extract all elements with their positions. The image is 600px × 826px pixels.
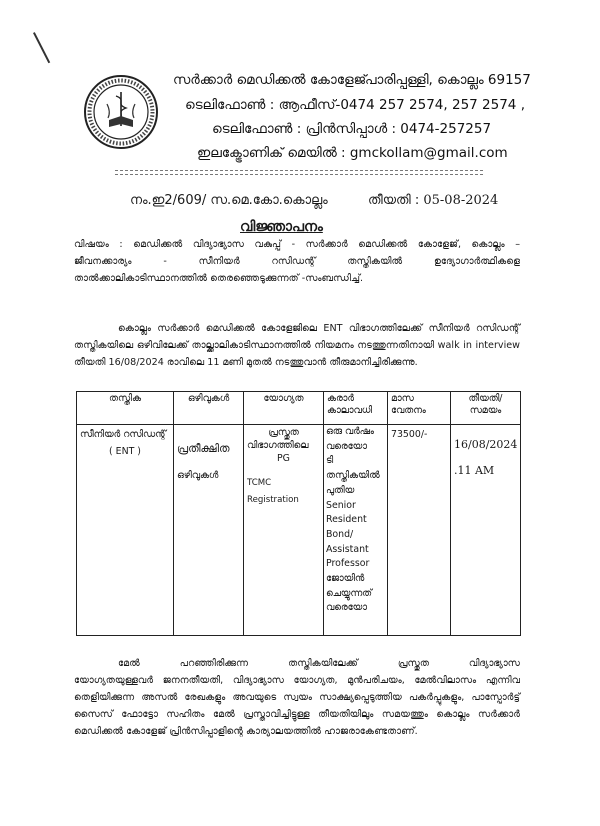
header-date-time: തീയതി/ സമയം xyxy=(451,392,521,425)
qual-line: വിഭാഗത്തിലെ xyxy=(247,440,309,451)
reference-number: നം.ഇ2/609/ സ.മെ.കോ.കൊല്ലം xyxy=(130,193,328,208)
salary-value: 73500/- xyxy=(391,429,428,440)
office-phone: ടെലിഫോൺ : ആഫീസ്-0474 257 2574, 257 2574 , xyxy=(185,97,525,113)
intro-line: തസ്തികയിലെ ഒഴിവിലേക്ക് താല്ക്കാലികാടിസ്ഥാനത്തിൽ നിയമനം നടത്തുന്നതിനായി walk in interview xyxy=(74,340,520,351)
contract-line: ടി xyxy=(326,455,334,467)
vacancy-expected: പ്രതീക്ഷിത xyxy=(177,442,230,455)
document-date xyxy=(368,193,498,208)
closing-line: യോഗ്യതയുള്ളവർ ജനനതീയതി, വിദ്യാഭ്യാസ യോഗ്യത, മുൻപരിചയം, മേൽവിലാസം എന്നിവ xyxy=(74,675,520,686)
contract-line: പുതിയ xyxy=(326,484,355,496)
notice-title: വിജ്ഞാപനം xyxy=(240,219,323,235)
contract-line: വരെയോ xyxy=(326,440,367,452)
header-salary: മാസ വേതനം xyxy=(388,392,451,425)
qual-line: പ്രസ്തുത xyxy=(268,427,299,438)
contract-line: ജോയിൻ xyxy=(326,573,365,585)
closing-line: സൈസ് ഫോട്ടോ സഹിതം മേൽ പ്രസ്താവിച്ചിട്ടുള്ള തീയതിയിലും സമയത്തും കൊല്ലം സർക്കാർ xyxy=(74,709,520,720)
cell-salary xyxy=(388,425,451,636)
cell-vacancies xyxy=(174,425,244,636)
contract-line: വരെയോ xyxy=(326,602,367,614)
header-divider-second xyxy=(115,174,483,175)
contract-line: Assistant xyxy=(326,543,369,555)
table-row xyxy=(77,425,521,636)
header-contract-period: കരാർ കാലാവധി xyxy=(324,392,388,425)
email-line: ഇലക്ട്രോണിക് മെയിൽ : gmckollam@gmail.com xyxy=(197,145,508,161)
closing-line: മേൽ പറഞ്ഞിരിക്കുന്ന തസ്തികയിലേക്ക് പ്രസ്തുത വിദ്യാഭ്യാസ xyxy=(118,658,520,669)
contract-line: ഒരു വർഷം xyxy=(326,426,374,437)
contract-line: Resident xyxy=(326,514,367,526)
cell-date-time xyxy=(451,425,521,636)
contract-line: Senior xyxy=(326,499,356,511)
cell-contract-period xyxy=(324,425,388,636)
pen-mark xyxy=(33,32,50,63)
cell-qualification xyxy=(244,425,324,636)
header-vacancies: ഒഴിവുകൾ xyxy=(174,392,244,425)
header-qualification: യോഗ്യത xyxy=(244,392,324,425)
institution-name: സർക്കാർ മെഡിക്കൽ കോളേജ്പാരിപ്പള്ളി, കൊല്ലം 69157 xyxy=(173,72,531,88)
interview-time: .11 AM xyxy=(454,464,495,477)
contract-line: Professor xyxy=(326,558,370,570)
subject-line: വിഷയം : മെഡിക്കൽ വിദ്യാഭ്യാസ വകുപ്പ് - സർക്കാർ മെഡിക്കൽ കോളേജ്, കൊല്ലം – xyxy=(74,239,520,250)
table-header-row xyxy=(77,392,521,425)
post-department: ( ENT ) xyxy=(109,446,141,457)
date-label: തീയതി : xyxy=(368,193,420,208)
subject-line: ജീവനക്കാര്യം - സീനിയർ റസിഡന്റ് തസ്തികയിൽ ഉദ്യോഗാർത്ഥികളെ xyxy=(74,256,520,267)
interview-date: 16/08/2024 xyxy=(454,438,518,451)
contract-line: Bond/ xyxy=(326,528,354,540)
header-divider xyxy=(115,170,483,171)
cell-post xyxy=(77,425,174,636)
intro-line: കൊല്ലം സർക്കാർ മെഡിക്കൽ കോളേജിലെ ENT വിഭാഗത്തിലേക്ക് സീനിയർ റസിഡന്റ് xyxy=(118,323,520,334)
intro-block xyxy=(74,320,520,371)
post-name: സീനിയർ റസിഡന്റ് xyxy=(80,429,167,440)
college-emblem-icon xyxy=(83,74,159,150)
vacancy-table xyxy=(76,391,521,636)
vacancy-word: ഒഴിവുകൾ xyxy=(177,470,219,481)
principal-phone: ടെലിഫോൺ : പ്രിൻസിപ്പാൾ : 0474-257257 xyxy=(212,121,492,137)
subject-line: താൽക്കാലികാടിസ്ഥാനത്തിൽ തെരഞ്ഞെടുക്കുന്നത് -സംബന്ധിച്ച്. xyxy=(74,273,364,284)
qual-line: TCMC Registration xyxy=(247,478,299,505)
contract-line: തസ്തികയിൽ xyxy=(326,470,380,482)
header-post: തസ്തിക xyxy=(77,392,174,425)
subject-block xyxy=(74,236,520,287)
qual-line: PG xyxy=(277,453,290,464)
closing-line: തെളിയിക്കുന്ന അസൽ രേഖകളും അവയുടെ സ്വയം സാക്ഷ്യപ്പെടുത്തിയ പകർപ്പുകളും, പാസ്പോർട്ട് xyxy=(74,692,520,703)
intro-line: തീയതി 16/08/2024 രാവിലെ 11 മണി മുതൽ നടത്തുവാൻ തീരുമാനിച്ചിരിക്കുന്നു. xyxy=(74,357,418,368)
contract-line: ചെയ്യുന്നത് xyxy=(326,587,372,599)
closing-line: മെഡിക്കൽ കോളേജ് പ്രിൻസിപ്പാളിന്റെ കാര്യാലയത്തിൽ ഹാജരാകേണ്ടതാണ്. xyxy=(74,726,418,737)
date-value: 05-08-2024 xyxy=(423,193,499,208)
closing-block xyxy=(74,655,520,740)
